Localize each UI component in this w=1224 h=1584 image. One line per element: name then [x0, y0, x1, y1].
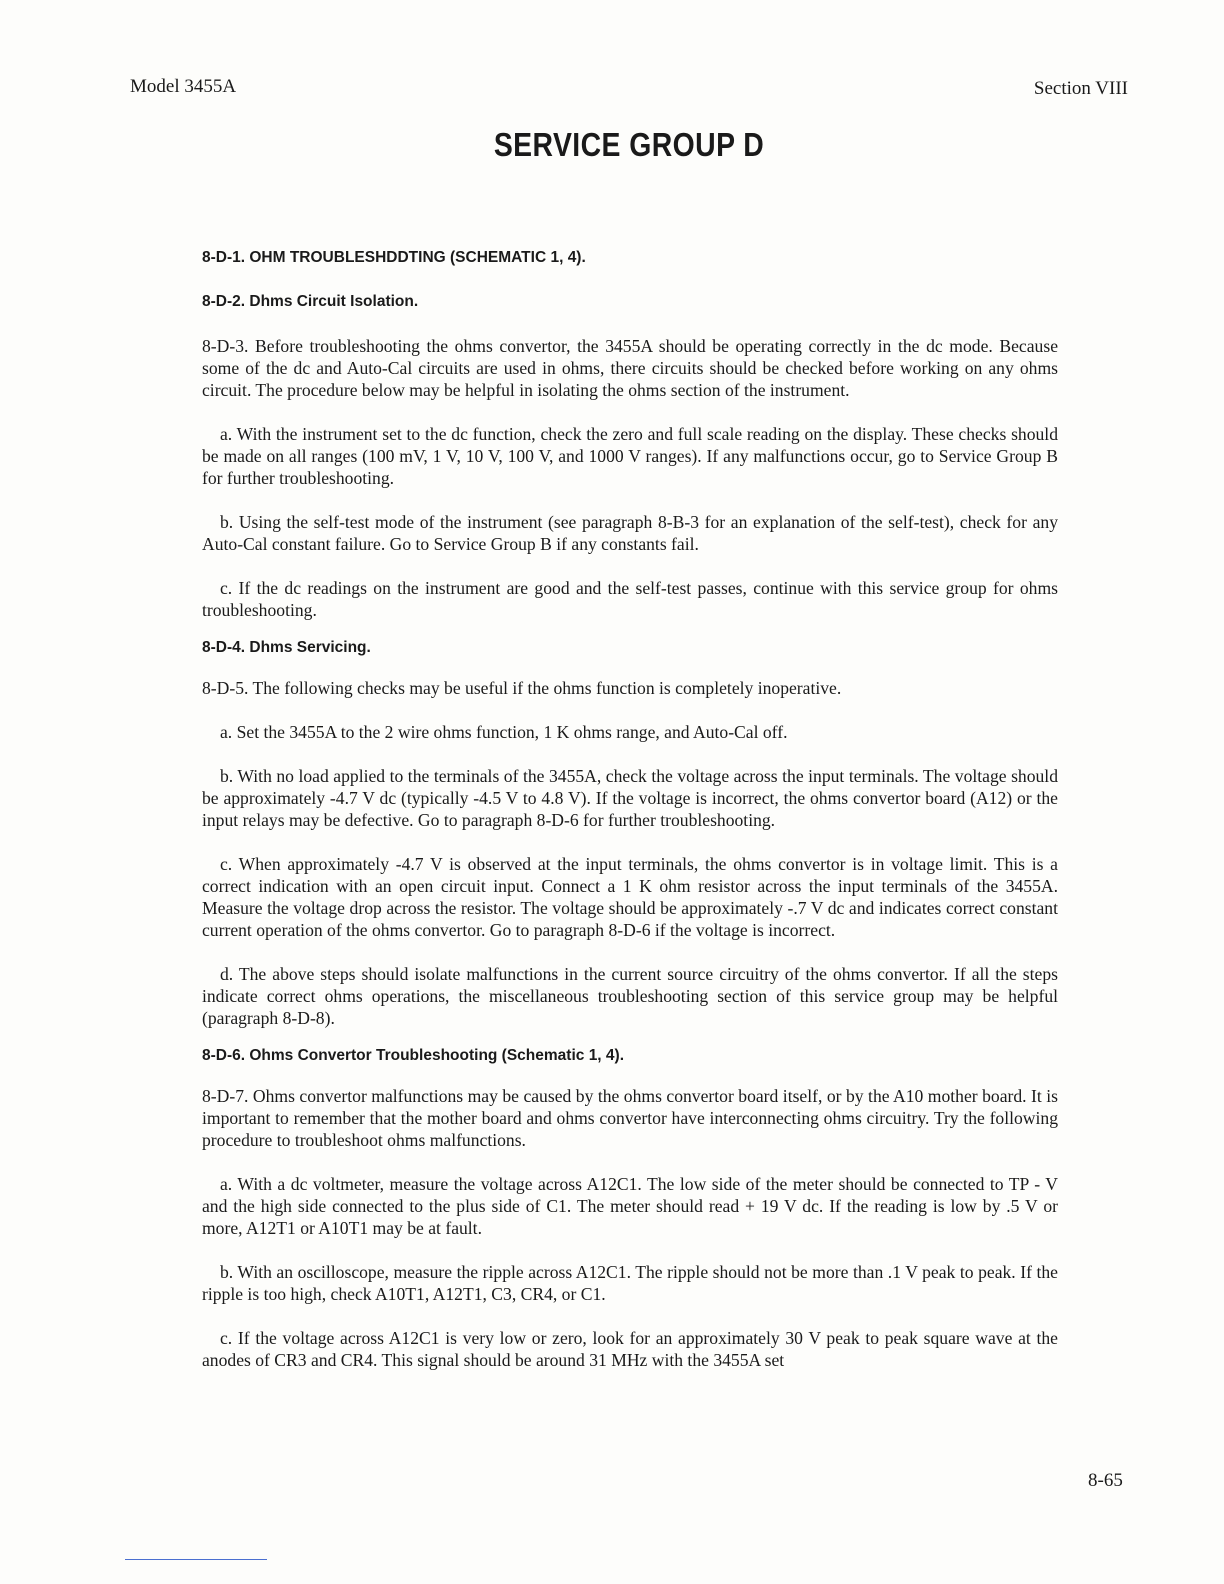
heading-ohm-troubleshooting: 8-D-1. OHM TROUBLESHDDTING (SCHEMATIC 1, 4).	[202, 249, 586, 266]
step-c-voltage-limit: c. When approximately -4.7 V is observed at the input terminals, the ohms convertor is in voltage limit. This is a correct indication with an open circuit input. Connect a 1 K ohm resistor across the input terminals of the 3455A. Measure the voltage drop across the resistor. The voltage should be approximately -.7 V dc and indicates correct constant current operation of the ohms convertor. Go to paragraph 8-D-6 if the voltage is incorrect.	[202, 854, 1058, 940]
page-number: 8-65	[1088, 1470, 1123, 1491]
heading-ohms-convertor-troubleshooting: 8-D-6. Ohms Convertor Troubleshooting (Schematic 1, 4).	[202, 1047, 625, 1064]
step-b-oscilloscope: b. With an oscilloscope, measure the ripple across A12C1. The ripple should not be more than .1 V peak to peak. If the ripple is too high, check A10T1, A12T1, C3, CR4, or C1.	[202, 1262, 1058, 1304]
heading-ohms-servicing: 8-D-4. Dhms Servicing.	[202, 639, 371, 656]
page-title: SERVICE GROUP D	[493, 126, 765, 163]
step-b-no-load: b. With no load applied to the terminals of the 3455A, check the voltage across the input terminals. The voltage should be approximately -4.7 V dc (typically -4.5 V to 4.8 V). If the voltage is incorrect, the ohms convertor board (A12) or the input relays may be defective. Go to paragraph 8-D-6 for further troubleshooting.	[202, 766, 1058, 830]
step-d-isolate: d. The above steps should isolate malfunctions in the current source circuitry of the ohms convertor. If all the steps indicate correct ohms operations, the miscellaneous troubleshooting section of this service group may be helpful (paragraph 8-D-8).	[202, 964, 1058, 1028]
step-a-set-2-wire: a. Set the 3455A to the 2 wire ohms function, 1 K ohms range, and Auto-Cal off.	[220, 722, 788, 742]
paragraph-8-D-7: 8-D-7. Ohms convertor malfunctions may be caused by the ohms convertor board itself, or by the A10 mother board. It is important to remember that the mother board and ohms convertor have interconnecting ohms circuitry. Try the following procedure to troubleshoot ohms malfunctions.	[202, 1086, 1058, 1150]
step-b-self-test: b. Using the self-test mode of the instrument (see paragraph 8-B-3 for an explanation of the self-test), check for any Auto-Cal constant failure. Go to Service Group B if any constants fail.	[202, 512, 1058, 554]
document-body	[202, 241, 1058, 1371]
step-c-continue: c. If the dc readings on the instrument are good and the self-test passes, continue with this service group for ohms troubleshooting.	[202, 578, 1058, 620]
step-c-square-wave: c. If the voltage across A12C1 is very low or zero, look for an approximately 30 V peak to peak square wave at the anodes of CR3 and CR4. This signal should be around 31 MHz with the 3455A set	[202, 1328, 1058, 1370]
step-a-dc-function: a. With the instrument set to the dc function, check the zero and full scale reading on the display. These checks should be made on all ranges (100 mV, 1 V, 10 V, 100 V, and 1000 V ranges). If any malfunctions occur, go to Service Group B for further troubleshooting.	[202, 424, 1058, 488]
header-section: Section VIII	[1033, 78, 1128, 99]
heading-ohms-circuit-isolation: 8-D-2. Dhms Circuit Isolation.	[202, 293, 419, 310]
header-model: Model 3455A	[130, 76, 237, 97]
paragraph-8-D-5: 8-D-5. The following checks may be useful if the ohms function is completely inoperative.	[202, 678, 842, 698]
paragraph-8-D-3: 8-D-3. Before troubleshooting the ohms convertor, the 3455A should be operating correctly in the dc mode. Because some of the dc and Auto-Cal circuits are used in ohms, there circuits should be checked before working on any ohms circuit. The procedure below may be helpful in isolating the ohms section of the instrument.	[202, 336, 1058, 400]
step-a-dc-voltmeter: a. With a dc voltmeter, measure the voltage across A12C1. The low side of the meter should be connected to TP - V and the high side connected to the plus side of C1. The meter should read + 19 V dc. If the reading is low by .5 V or more, A12T1 or A10T1 may be at fault.	[202, 1174, 1058, 1238]
footer-rule	[125, 1559, 267, 1560]
